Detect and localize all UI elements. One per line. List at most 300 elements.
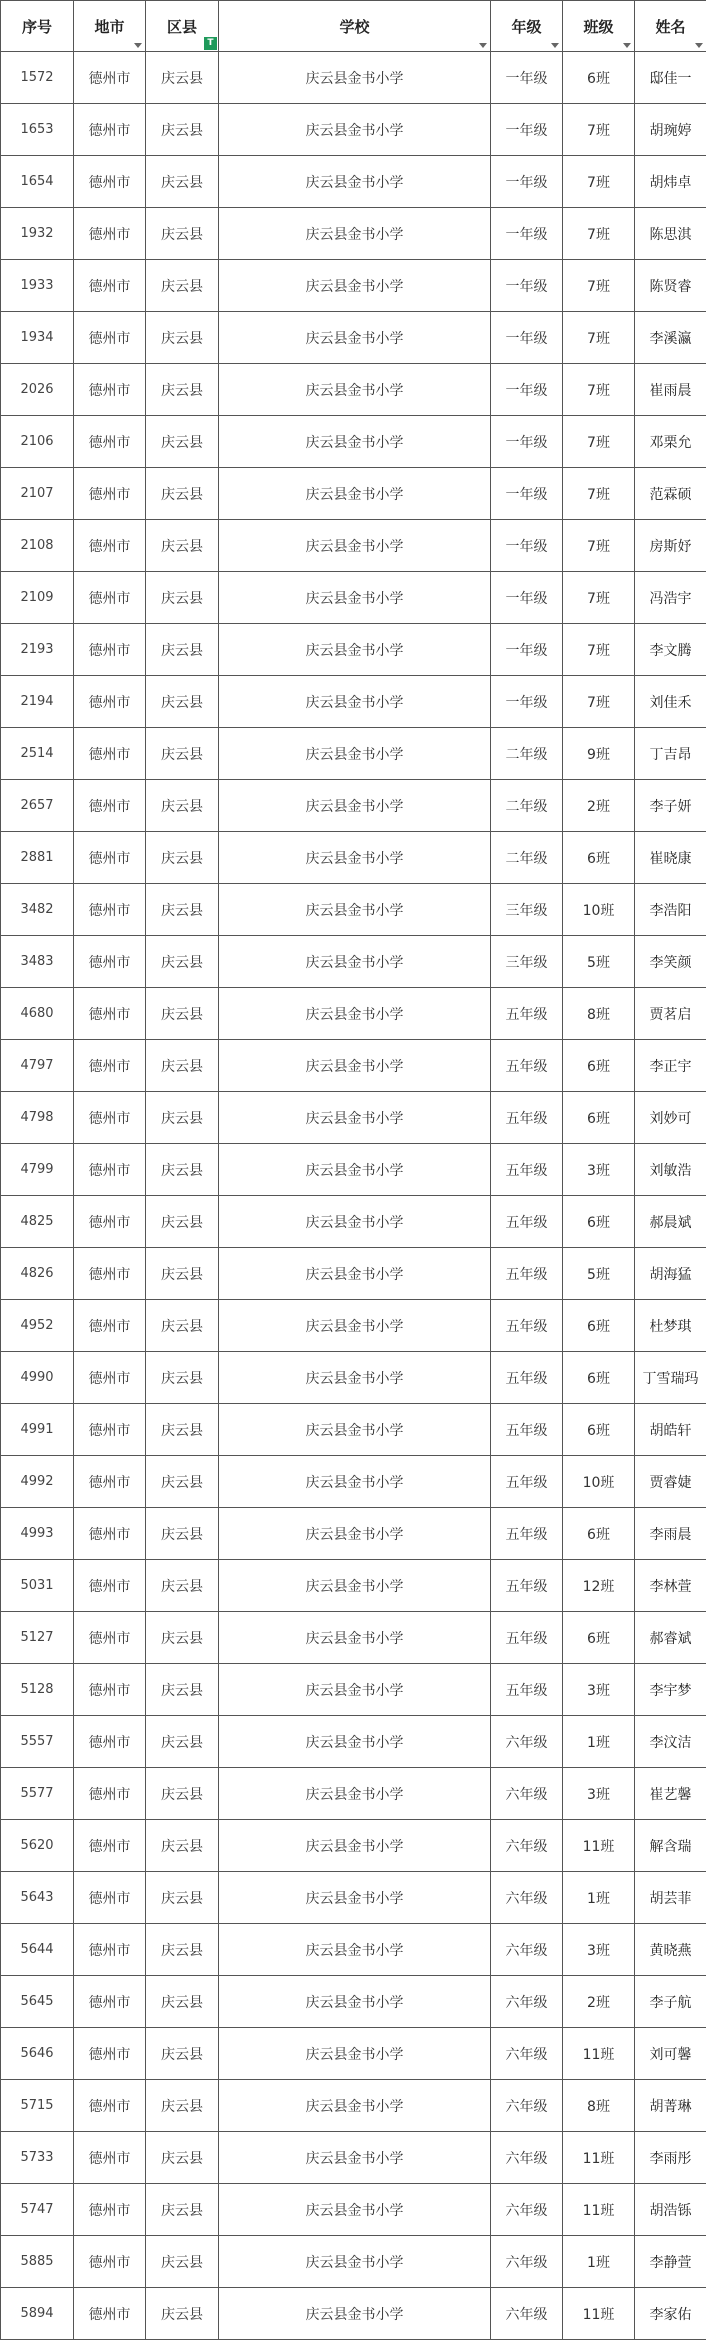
grade-cell[interactable]: 一年级: [491, 208, 563, 260]
school-cell[interactable]: 庆云县金书小学: [219, 988, 491, 1040]
name-cell[interactable]: 邓栗允: [635, 416, 706, 468]
class-cell[interactable]: 6班: [563, 832, 635, 884]
class-cell[interactable]: 7班: [563, 468, 635, 520]
name-cell[interactable]: 刘可馨: [635, 2028, 706, 2080]
county-cell[interactable]: 庆云县: [146, 1092, 219, 1144]
name-cell[interactable]: 李笑颜: [635, 936, 706, 988]
school-cell[interactable]: 庆云县金书小学: [219, 1196, 491, 1248]
county-cell[interactable]: 庆云县: [146, 520, 219, 572]
school-cell[interactable]: 庆云县金书小学: [219, 832, 491, 884]
school-cell[interactable]: 庆云县金书小学: [219, 2028, 491, 2080]
county-cell[interactable]: 庆云县: [146, 572, 219, 624]
county-cell[interactable]: 庆云县: [146, 832, 219, 884]
index-cell[interactable]: 2881: [1, 832, 74, 884]
county-cell[interactable]: 庆云县: [146, 1976, 219, 2028]
school-cell[interactable]: 庆云县金书小学: [219, 1144, 491, 1196]
name-cell[interactable]: 李雨晨: [635, 1508, 706, 1560]
city-cell[interactable]: 德州市: [74, 1560, 146, 1612]
class-cell[interactable]: 7班: [563, 104, 635, 156]
index-cell[interactable]: 4799: [1, 1144, 74, 1196]
city-cell[interactable]: 德州市: [74, 468, 146, 520]
city-cell[interactable]: 德州市: [74, 1040, 146, 1092]
city-cell[interactable]: 德州市: [74, 1404, 146, 1456]
class-cell[interactable]: 11班: [563, 2184, 635, 2236]
city-cell[interactable]: 德州市: [74, 1820, 146, 1872]
dropdown-caret-icon[interactable]: [551, 43, 559, 48]
grade-cell[interactable]: 五年级: [491, 1092, 563, 1144]
city-cell[interactable]: 德州市: [74, 1144, 146, 1196]
county-cell[interactable]: 庆云县: [146, 780, 219, 832]
index-cell[interactable]: 5747: [1, 2184, 74, 2236]
school-cell[interactable]: 庆云县金书小学: [219, 1300, 491, 1352]
grade-cell[interactable]: 一年级: [491, 312, 563, 364]
class-cell[interactable]: 5班: [563, 936, 635, 988]
header-index[interactable]: [1, 1, 74, 52]
name-cell[interactable]: 房斯妤: [635, 520, 706, 572]
dropdown-caret-icon[interactable]: [479, 43, 487, 48]
name-cell[interactable]: 刘敏浩: [635, 1144, 706, 1196]
class-cell[interactable]: 11班: [563, 1820, 635, 1872]
name-cell[interactable]: 刘妙可: [635, 1092, 706, 1144]
city-cell[interactable]: 德州市: [74, 572, 146, 624]
grade-cell[interactable]: 五年级: [491, 1664, 563, 1716]
grade-cell[interactable]: 三年级: [491, 884, 563, 936]
class-cell[interactable]: 11班: [563, 2288, 635, 2340]
grade-cell[interactable]: 六年级: [491, 2080, 563, 2132]
school-cell[interactable]: 庆云县金书小学: [219, 936, 491, 988]
index-cell[interactable]: 2657: [1, 780, 74, 832]
city-cell[interactable]: 德州市: [74, 988, 146, 1040]
index-cell[interactable]: 3482: [1, 884, 74, 936]
school-cell[interactable]: 庆云县金书小学: [219, 2236, 491, 2288]
name-cell[interactable]: 崔晓康: [635, 832, 706, 884]
grade-cell[interactable]: 六年级: [491, 1716, 563, 1768]
header-county[interactable]: [146, 1, 219, 52]
county-cell[interactable]: 庆云县: [146, 2028, 219, 2080]
school-cell[interactable]: 庆云县金书小学: [219, 572, 491, 624]
school-cell[interactable]: 庆云县金书小学: [219, 1040, 491, 1092]
index-cell[interactable]: 5646: [1, 2028, 74, 2080]
class-cell[interactable]: 9班: [563, 728, 635, 780]
county-cell[interactable]: 庆云县: [146, 104, 219, 156]
name-cell[interactable]: 李宇梦: [635, 1664, 706, 1716]
city-cell[interactable]: 德州市: [74, 780, 146, 832]
school-cell[interactable]: 庆云县金书小学: [219, 1092, 491, 1144]
class-cell[interactable]: 6班: [563, 1300, 635, 1352]
grade-cell[interactable]: 二年级: [491, 780, 563, 832]
grade-cell[interactable]: 一年级: [491, 416, 563, 468]
grade-cell[interactable]: 一年级: [491, 156, 563, 208]
school-cell[interactable]: 庆云县金书小学: [219, 104, 491, 156]
city-cell[interactable]: 德州市: [74, 1300, 146, 1352]
city-cell[interactable]: 德州市: [74, 1664, 146, 1716]
class-cell[interactable]: 6班: [563, 1404, 635, 1456]
school-cell[interactable]: 庆云县金书小学: [219, 260, 491, 312]
class-cell[interactable]: 11班: [563, 2028, 635, 2080]
county-cell[interactable]: 庆云县: [146, 1508, 219, 1560]
school-cell[interactable]: 庆云县金书小学: [219, 676, 491, 728]
city-cell[interactable]: 德州市: [74, 1612, 146, 1664]
county-cell[interactable]: 庆云县: [146, 1612, 219, 1664]
grade-cell[interactable]: 六年级: [491, 2288, 563, 2340]
name-cell[interactable]: 胡海猛: [635, 1248, 706, 1300]
city-cell[interactable]: 德州市: [74, 884, 146, 936]
city-cell[interactable]: 德州市: [74, 2028, 146, 2080]
index-cell[interactable]: 4798: [1, 1092, 74, 1144]
city-cell[interactable]: 德州市: [74, 156, 146, 208]
school-cell[interactable]: 庆云县金书小学: [219, 2080, 491, 2132]
name-cell[interactable]: 邸佳一: [635, 52, 706, 104]
school-cell[interactable]: 庆云县金书小学: [219, 1716, 491, 1768]
class-cell[interactable]: 7班: [563, 208, 635, 260]
class-cell[interactable]: 6班: [563, 1352, 635, 1404]
class-cell[interactable]: 7班: [563, 520, 635, 572]
name-cell[interactable]: 郝晨斌: [635, 1196, 706, 1248]
county-cell[interactable]: 庆云县: [146, 1196, 219, 1248]
name-cell[interactable]: 胡炜卓: [635, 156, 706, 208]
city-cell[interactable]: 德州市: [74, 2132, 146, 2184]
county-cell[interactable]: 庆云县: [146, 260, 219, 312]
class-cell[interactable]: 7班: [563, 416, 635, 468]
county-cell[interactable]: 庆云县: [146, 468, 219, 520]
header-class[interactable]: [563, 1, 635, 52]
city-cell[interactable]: 德州市: [74, 52, 146, 104]
grade-cell[interactable]: 二年级: [491, 832, 563, 884]
grade-cell[interactable]: 一年级: [491, 520, 563, 572]
name-cell[interactable]: 胡皓轩: [635, 1404, 706, 1456]
class-cell[interactable]: 6班: [563, 1040, 635, 1092]
index-cell[interactable]: 3483: [1, 936, 74, 988]
county-cell[interactable]: 庆云县: [146, 1040, 219, 1092]
name-cell[interactable]: 崔艺馨: [635, 1768, 706, 1820]
school-cell[interactable]: 庆云县金书小学: [219, 1248, 491, 1300]
name-cell[interactable]: 李文腾: [635, 624, 706, 676]
school-cell[interactable]: 庆云县金书小学: [219, 1768, 491, 1820]
index-cell[interactable]: 2193: [1, 624, 74, 676]
city-cell[interactable]: 德州市: [74, 1924, 146, 1976]
name-cell[interactable]: 李子航: [635, 1976, 706, 2028]
county-cell[interactable]: 庆云县: [146, 1456, 219, 1508]
name-cell[interactable]: 胡菁琳: [635, 2080, 706, 2132]
header-city[interactable]: [74, 1, 146, 52]
city-cell[interactable]: 德州市: [74, 2080, 146, 2132]
county-cell[interactable]: 庆云县: [146, 1872, 219, 1924]
index-cell[interactable]: 4952: [1, 1300, 74, 1352]
school-cell[interactable]: 庆云县金书小学: [219, 520, 491, 572]
county-cell[interactable]: 庆云县: [146, 1560, 219, 1612]
name-cell[interactable]: 胡琬婷: [635, 104, 706, 156]
name-cell[interactable]: 胡芸菲: [635, 1872, 706, 1924]
index-cell[interactable]: 4680: [1, 988, 74, 1040]
county-cell[interactable]: 庆云县: [146, 2132, 219, 2184]
city-cell[interactable]: 德州市: [74, 364, 146, 416]
name-cell[interactable]: 陈思淇: [635, 208, 706, 260]
city-cell[interactable]: 德州市: [74, 260, 146, 312]
class-cell[interactable]: 6班: [563, 1196, 635, 1248]
school-cell[interactable]: 庆云县金书小学: [219, 1664, 491, 1716]
school-cell[interactable]: 庆云县金书小学: [219, 2184, 491, 2236]
county-cell[interactable]: 庆云县: [146, 2184, 219, 2236]
grade-cell[interactable]: 六年级: [491, 2236, 563, 2288]
name-cell[interactable]: 黄晓燕: [635, 1924, 706, 1976]
grade-cell[interactable]: 五年级: [491, 1248, 563, 1300]
grade-cell[interactable]: 五年级: [491, 1040, 563, 1092]
grade-cell[interactable]: 五年级: [491, 1456, 563, 1508]
city-cell[interactable]: 德州市: [74, 676, 146, 728]
class-cell[interactable]: 2班: [563, 1976, 635, 2028]
index-cell[interactable]: 1654: [1, 156, 74, 208]
name-cell[interactable]: 杜梦琪: [635, 1300, 706, 1352]
county-cell[interactable]: 庆云县: [146, 884, 219, 936]
grade-cell[interactable]: 一年级: [491, 624, 563, 676]
county-cell[interactable]: 庆云县: [146, 2080, 219, 2132]
city-cell[interactable]: 德州市: [74, 624, 146, 676]
index-cell[interactable]: 4826: [1, 1248, 74, 1300]
city-cell[interactable]: 德州市: [74, 1248, 146, 1300]
class-cell[interactable]: 7班: [563, 572, 635, 624]
city-cell[interactable]: 德州市: [74, 1196, 146, 1248]
class-cell[interactable]: 7班: [563, 676, 635, 728]
grade-cell[interactable]: 六年级: [491, 2132, 563, 2184]
city-cell[interactable]: 德州市: [74, 1768, 146, 1820]
city-cell[interactable]: 德州市: [74, 2236, 146, 2288]
grade-cell[interactable]: 一年级: [491, 572, 563, 624]
class-cell[interactable]: 5班: [563, 1248, 635, 1300]
name-cell[interactable]: 贾茗启: [635, 988, 706, 1040]
name-cell[interactable]: 李子妍: [635, 780, 706, 832]
class-cell[interactable]: 1班: [563, 1872, 635, 1924]
grade-cell[interactable]: 三年级: [491, 936, 563, 988]
index-cell[interactable]: 5645: [1, 1976, 74, 2028]
county-cell[interactable]: 庆云县: [146, 1768, 219, 1820]
county-cell[interactable]: 庆云县: [146, 1300, 219, 1352]
county-cell[interactable]: 庆云县: [146, 2288, 219, 2340]
class-cell[interactable]: 2班: [563, 780, 635, 832]
index-cell[interactable]: 5715: [1, 2080, 74, 2132]
grade-cell[interactable]: 五年级: [491, 1404, 563, 1456]
grade-cell[interactable]: 六年级: [491, 1768, 563, 1820]
grade-cell[interactable]: 六年级: [491, 1976, 563, 2028]
city-cell[interactable]: 德州市: [74, 104, 146, 156]
grade-cell[interactable]: 五年级: [491, 1508, 563, 1560]
index-cell[interactable]: 5557: [1, 1716, 74, 1768]
grade-cell[interactable]: 一年级: [491, 676, 563, 728]
index-cell[interactable]: 1932: [1, 208, 74, 260]
class-cell[interactable]: 3班: [563, 1768, 635, 1820]
school-cell[interactable]: 庆云县金书小学: [219, 1612, 491, 1664]
grade-cell[interactable]: 五年级: [491, 1196, 563, 1248]
name-cell[interactable]: 陈贤睿: [635, 260, 706, 312]
index-cell[interactable]: 4991: [1, 1404, 74, 1456]
school-cell[interactable]: 庆云县金书小学: [219, 728, 491, 780]
class-cell[interactable]: 1班: [563, 1716, 635, 1768]
city-cell[interactable]: 德州市: [74, 520, 146, 572]
class-cell[interactable]: 3班: [563, 1144, 635, 1196]
class-cell[interactable]: 11班: [563, 2132, 635, 2184]
school-cell[interactable]: 庆云县金书小学: [219, 1924, 491, 1976]
grade-cell[interactable]: 五年级: [491, 988, 563, 1040]
index-cell[interactable]: 1934: [1, 312, 74, 364]
name-cell[interactable]: 李溪瀛: [635, 312, 706, 364]
name-cell[interactable]: 李浩阳: [635, 884, 706, 936]
name-cell[interactable]: 李正宇: [635, 1040, 706, 1092]
name-cell[interactable]: 崔雨晨: [635, 364, 706, 416]
county-cell[interactable]: 庆云县: [146, 1820, 219, 1872]
index-cell[interactable]: 5643: [1, 1872, 74, 1924]
name-cell[interactable]: 刘佳禾: [635, 676, 706, 728]
school-cell[interactable]: 庆云县金书小学: [219, 468, 491, 520]
grade-cell[interactable]: 一年级: [491, 104, 563, 156]
school-cell[interactable]: 庆云县金书小学: [219, 1976, 491, 2028]
index-cell[interactable]: 2108: [1, 520, 74, 572]
index-cell[interactable]: 5577: [1, 1768, 74, 1820]
county-cell[interactable]: 庆云县: [146, 1716, 219, 1768]
name-cell[interactable]: 李静萱: [635, 2236, 706, 2288]
class-cell[interactable]: 7班: [563, 156, 635, 208]
index-cell[interactable]: 2109: [1, 572, 74, 624]
school-cell[interactable]: 庆云县金书小学: [219, 312, 491, 364]
city-cell[interactable]: 德州市: [74, 1352, 146, 1404]
school-cell[interactable]: 庆云县金书小学: [219, 1508, 491, 1560]
grade-cell[interactable]: 五年级: [491, 1612, 563, 1664]
grade-cell[interactable]: 六年级: [491, 1820, 563, 1872]
city-cell[interactable]: 德州市: [74, 1092, 146, 1144]
index-cell[interactable]: 5128: [1, 1664, 74, 1716]
county-cell[interactable]: 庆云县: [146, 988, 219, 1040]
class-cell[interactable]: 7班: [563, 260, 635, 312]
index-cell[interactable]: 5733: [1, 2132, 74, 2184]
county-cell[interactable]: 庆云县: [146, 156, 219, 208]
school-cell[interactable]: 庆云县金书小学: [219, 624, 491, 676]
grade-cell[interactable]: 五年级: [491, 1144, 563, 1196]
index-cell[interactable]: 5620: [1, 1820, 74, 1872]
school-cell[interactable]: 庆云县金书小学: [219, 416, 491, 468]
index-cell[interactable]: 1653: [1, 104, 74, 156]
filter-active-icon[interactable]: T: [204, 37, 217, 50]
grade-cell[interactable]: 六年级: [491, 1872, 563, 1924]
city-cell[interactable]: 德州市: [74, 936, 146, 988]
school-cell[interactable]: 庆云县金书小学: [219, 2132, 491, 2184]
index-cell[interactable]: 4797: [1, 1040, 74, 1092]
class-cell[interactable]: 1班: [563, 2236, 635, 2288]
name-cell[interactable]: 李雨彤: [635, 2132, 706, 2184]
grade-cell[interactable]: 一年级: [491, 260, 563, 312]
grade-cell[interactable]: 六年级: [491, 2028, 563, 2080]
name-cell[interactable]: 丁吉昂: [635, 728, 706, 780]
class-cell[interactable]: 8班: [563, 988, 635, 1040]
grade-cell[interactable]: 五年级: [491, 1560, 563, 1612]
index-cell[interactable]: 4992: [1, 1456, 74, 1508]
class-cell[interactable]: 6班: [563, 52, 635, 104]
name-cell[interactable]: 贾睿婕: [635, 1456, 706, 1508]
name-cell[interactable]: 李家佑: [635, 2288, 706, 2340]
class-cell[interactable]: 10班: [563, 1456, 635, 1508]
class-cell[interactable]: 7班: [563, 624, 635, 676]
county-cell[interactable]: 庆云县: [146, 936, 219, 988]
city-cell[interactable]: 德州市: [74, 208, 146, 260]
name-cell[interactable]: 范霖硕: [635, 468, 706, 520]
county-cell[interactable]: 庆云县: [146, 1664, 219, 1716]
class-cell[interactable]: 10班: [563, 884, 635, 936]
city-cell[interactable]: 德州市: [74, 1508, 146, 1560]
name-cell[interactable]: 胡浩铄: [635, 2184, 706, 2236]
school-cell[interactable]: 庆云县金书小学: [219, 156, 491, 208]
name-cell[interactable]: 李林萱: [635, 1560, 706, 1612]
dropdown-caret-icon[interactable]: [134, 43, 142, 48]
grade-cell[interactable]: 一年级: [491, 364, 563, 416]
city-cell[interactable]: 德州市: [74, 1456, 146, 1508]
city-cell[interactable]: 德州市: [74, 728, 146, 780]
county-cell[interactable]: 庆云县: [146, 52, 219, 104]
grade-cell[interactable]: 五年级: [491, 1300, 563, 1352]
county-cell[interactable]: 庆云县: [146, 1248, 219, 1300]
county-cell[interactable]: 庆云县: [146, 312, 219, 364]
school-cell[interactable]: 庆云县金书小学: [219, 208, 491, 260]
class-cell[interactable]: 6班: [563, 1508, 635, 1560]
index-cell[interactable]: 2514: [1, 728, 74, 780]
school-cell[interactable]: 庆云县金书小学: [219, 780, 491, 832]
school-cell[interactable]: 庆云县金书小学: [219, 1352, 491, 1404]
name-cell[interactable]: 郝睿斌: [635, 1612, 706, 1664]
header-school[interactable]: [219, 1, 491, 52]
index-cell[interactable]: 2194: [1, 676, 74, 728]
school-cell[interactable]: 庆云县金书小学: [219, 1820, 491, 1872]
name-cell[interactable]: 李汶洁: [635, 1716, 706, 1768]
school-cell[interactable]: 庆云县金书小学: [219, 52, 491, 104]
school-cell[interactable]: 庆云县金书小学: [219, 2288, 491, 2340]
index-cell[interactable]: 5894: [1, 2288, 74, 2340]
name-cell[interactable]: 解含瑞: [635, 1820, 706, 1872]
school-cell[interactable]: 庆云县金书小学: [219, 1560, 491, 1612]
city-cell[interactable]: 德州市: [74, 312, 146, 364]
grade-cell[interactable]: 一年级: [491, 468, 563, 520]
county-cell[interactable]: 庆云县: [146, 208, 219, 260]
grade-cell[interactable]: 六年级: [491, 2184, 563, 2236]
index-cell[interactable]: 5031: [1, 1560, 74, 1612]
school-cell[interactable]: 庆云县金书小学: [219, 1404, 491, 1456]
class-cell[interactable]: 7班: [563, 312, 635, 364]
county-cell[interactable]: 庆云县: [146, 416, 219, 468]
county-cell[interactable]: 庆云县: [146, 364, 219, 416]
city-cell[interactable]: 德州市: [74, 1716, 146, 1768]
city-cell[interactable]: 德州市: [74, 1872, 146, 1924]
class-cell[interactable]: 12班: [563, 1560, 635, 1612]
index-cell[interactable]: 1572: [1, 52, 74, 104]
class-cell[interactable]: 6班: [563, 1612, 635, 1664]
grade-cell[interactable]: 二年级: [491, 728, 563, 780]
index-cell[interactable]: 5885: [1, 2236, 74, 2288]
city-cell[interactable]: 德州市: [74, 2288, 146, 2340]
index-cell[interactable]: 4825: [1, 1196, 74, 1248]
index-cell[interactable]: 2026: [1, 364, 74, 416]
school-cell[interactable]: 庆云县金书小学: [219, 884, 491, 936]
class-cell[interactable]: 7班: [563, 364, 635, 416]
city-cell[interactable]: 德州市: [74, 1976, 146, 2028]
index-cell[interactable]: 2107: [1, 468, 74, 520]
county-cell[interactable]: 庆云县: [146, 1924, 219, 1976]
county-cell[interactable]: 庆云县: [146, 1352, 219, 1404]
class-cell[interactable]: 8班: [563, 2080, 635, 2132]
header-grade[interactable]: [491, 1, 563, 52]
class-cell[interactable]: 3班: [563, 1664, 635, 1716]
class-cell[interactable]: 3班: [563, 1924, 635, 1976]
grade-cell[interactable]: 六年级: [491, 1924, 563, 1976]
grade-cell[interactable]: 五年级: [491, 1352, 563, 1404]
header-name[interactable]: [635, 1, 706, 52]
index-cell[interactable]: 4990: [1, 1352, 74, 1404]
school-cell[interactable]: 庆云县金书小学: [219, 1456, 491, 1508]
index-cell[interactable]: 1933: [1, 260, 74, 312]
